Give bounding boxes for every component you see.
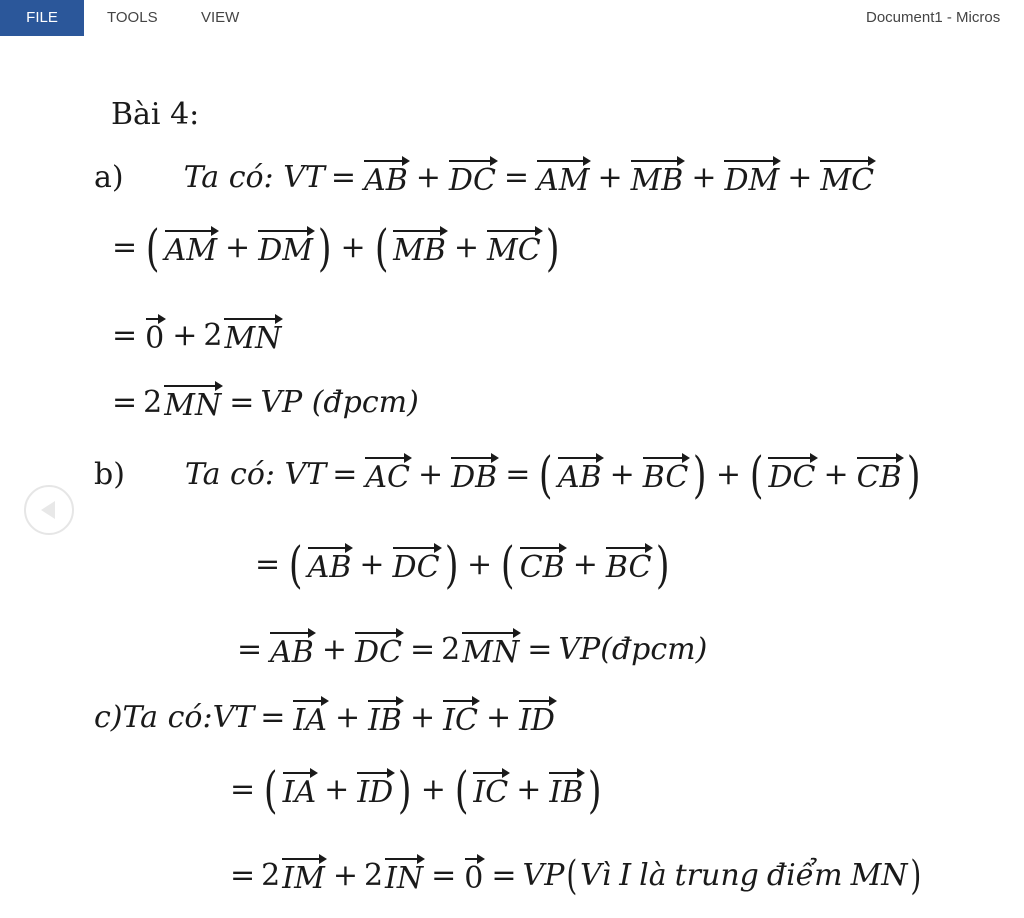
reason-word: là (639, 858, 667, 893)
part-c-label: c)Ta có: (94, 700, 213, 735)
vector: ID (355, 772, 395, 808)
part-a-line-2: = ( AM + DM ) + ( MB + MC ) (112, 219, 560, 277)
vector: IB (547, 772, 585, 808)
vector: DC (353, 632, 404, 668)
zero-vector: 0 (462, 858, 485, 894)
triangle-left-icon (26, 487, 72, 533)
vector: MC (485, 230, 543, 266)
exercise-heading (111, 97, 200, 132)
vector: AC (363, 457, 412, 493)
tab-tools[interactable]: TOOLS (107, 9, 158, 26)
part-b-label: b) (94, 457, 125, 492)
vt-text: VT (212, 700, 255, 735)
vector: IB (366, 700, 404, 736)
vector: AB (556, 457, 604, 493)
conclusion-text: VP (522, 858, 565, 893)
vector: AB (306, 547, 354, 583)
conclusion-text: VP(đpcm) (558, 632, 708, 667)
reason-word: MN (850, 858, 908, 893)
tab-file[interactable]: FILE (0, 0, 84, 36)
vector: IC (471, 772, 510, 808)
part-a-line-3: = 0 + 2 MN (112, 318, 282, 356)
vector: MN (162, 385, 223, 421)
vector: CB (518, 547, 567, 583)
vector: AM (163, 230, 219, 266)
vector: IN (383, 858, 425, 894)
vector: DC (447, 160, 498, 196)
part-c-line-1: c)Ta có: VT = IA + IB + IC + ID (94, 700, 555, 738)
part-b-line-3: = AB + DC = 2 MN = VP(đpcm) (237, 632, 708, 670)
vector: DM (256, 230, 315, 266)
vector: CB (855, 457, 904, 493)
intro-text: Ta có: VT (183, 160, 325, 195)
part-a-line-4: = 2 MN = VP (đpcm) (112, 385, 419, 423)
vector: AB (268, 632, 316, 668)
vector: IC (441, 700, 480, 736)
coefficient: 2 (261, 858, 281, 893)
vector: AM (535, 160, 591, 196)
reason-word: điểm (766, 858, 843, 893)
zero-vector: 0 (143, 318, 166, 354)
vector: MC (818, 160, 876, 196)
vector: DC (391, 547, 442, 583)
vector: DC (766, 457, 817, 493)
vector: MN (222, 318, 283, 354)
part-a-label: a) (94, 160, 124, 195)
vector: DB (449, 457, 499, 493)
reason-word: trung (674, 858, 759, 893)
vector: IA (291, 700, 329, 736)
vector: DM (722, 160, 781, 196)
tab-view[interactable]: VIEW (201, 9, 240, 26)
conclusion-text: VP (đpcm) (260, 385, 419, 420)
previous-page-button[interactable] (24, 485, 74, 535)
vector: BC (604, 547, 654, 583)
vector: MN (460, 632, 521, 668)
vector: IM (280, 858, 327, 894)
coefficient: 2 (441, 632, 461, 667)
coefficient: 2 (143, 385, 163, 420)
vector: BC (641, 457, 691, 493)
reason-word: I (619, 858, 632, 893)
ribbon (0, 0, 1024, 36)
intro-text: Ta có: VT (184, 457, 327, 492)
window-title: Document1 - Micros (866, 9, 1001, 26)
part-c-line-2: = ( IA + ID ) + ( IC + IB ) (230, 761, 602, 819)
part-c-line-3: = 2 IM + 2 IN = 0 = VP ( Vì I là trung điểm MN ) (230, 853, 921, 899)
vector: MB (391, 230, 448, 266)
reason-word: Vì (580, 858, 612, 893)
coefficient: 2 (363, 858, 384, 893)
vector: MB (629, 160, 686, 196)
vector: IA (281, 772, 319, 808)
vector: ID (517, 700, 557, 736)
heading-text: Bài 4: (111, 97, 200, 132)
part-b-line-2: = ( AB + DC ) + ( CB + BC ) (255, 536, 670, 594)
coefficient: 2 (203, 318, 223, 353)
part-a-line-1: a) Ta có: VT = AB + DC = AM + MB + DM + MC (94, 160, 875, 198)
part-b-line-1: b) Ta có: VT = AC + DB = ( AB + BC ) + ( DC + CB ) (94, 446, 921, 504)
vector: AB (362, 160, 410, 196)
